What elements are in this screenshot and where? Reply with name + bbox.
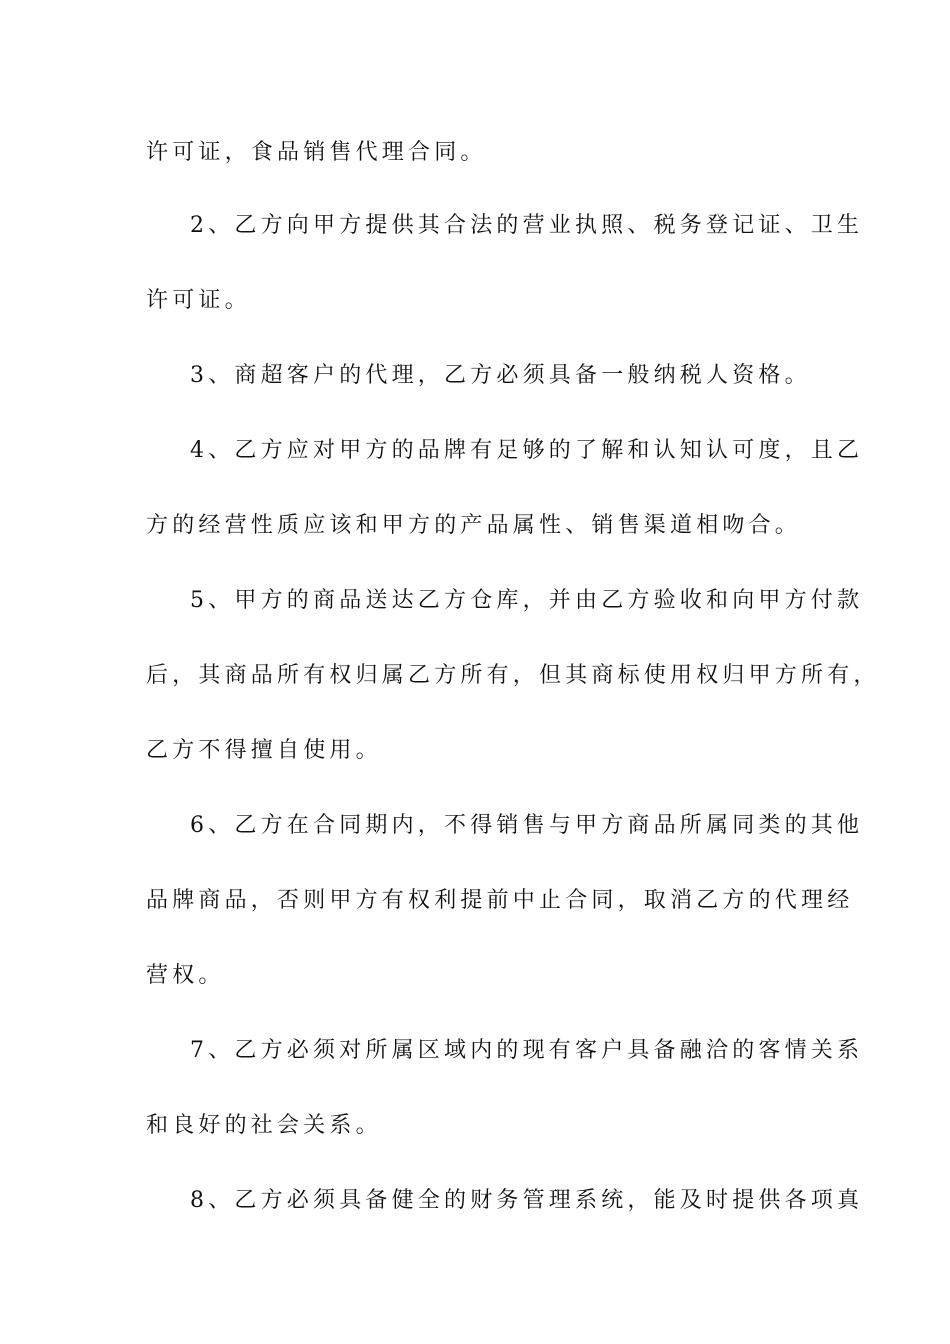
- text-line: 后，其商品所有权归属乙方所有，但其商标使用权归甲方所有，: [146, 663, 880, 688]
- clause-6-line: 6、乙方在合同期内，不得销售与甲方商品所属同类的其他: [190, 813, 864, 838]
- clause-5-line: 5、甲方的商品送达乙方仓库，并由乙方验收和向甲方付款: [190, 588, 864, 613]
- text-line: 方的经营性质应该和甲方的产品属性、销售渠道相吻合。: [146, 513, 802, 538]
- text-line: 许可证。: [146, 288, 251, 313]
- clause-3-line: 3、商超客户的代理，乙方必须具备一般纳税人资格。: [190, 363, 811, 388]
- clause-4-line: 4、乙方应对甲方的品牌有足够的了解和认知认可度，且乙: [190, 438, 864, 463]
- text-line: 许可证，食品销售代理合同。: [146, 140, 487, 165]
- text-line: 和良好的社会关系。: [146, 1113, 382, 1138]
- clause-7-line: 7、乙方必须对所属区域内的现有客户具备融洽的客情关系: [190, 1038, 864, 1063]
- clause-2-line: 2、乙方向甲方提供其合法的营业执照、税务登记证、卫生: [190, 213, 864, 238]
- text-line: 乙方不得擅自使用。: [146, 738, 382, 763]
- clause-8-line: 8、乙方必须具备健全的财务管理系统，能及时提供各项真: [190, 1188, 864, 1213]
- text-line: 营权。: [146, 963, 225, 988]
- text-line: 品牌商品，否则甲方有权利提前中止合同，取消乙方的代理经: [146, 888, 854, 913]
